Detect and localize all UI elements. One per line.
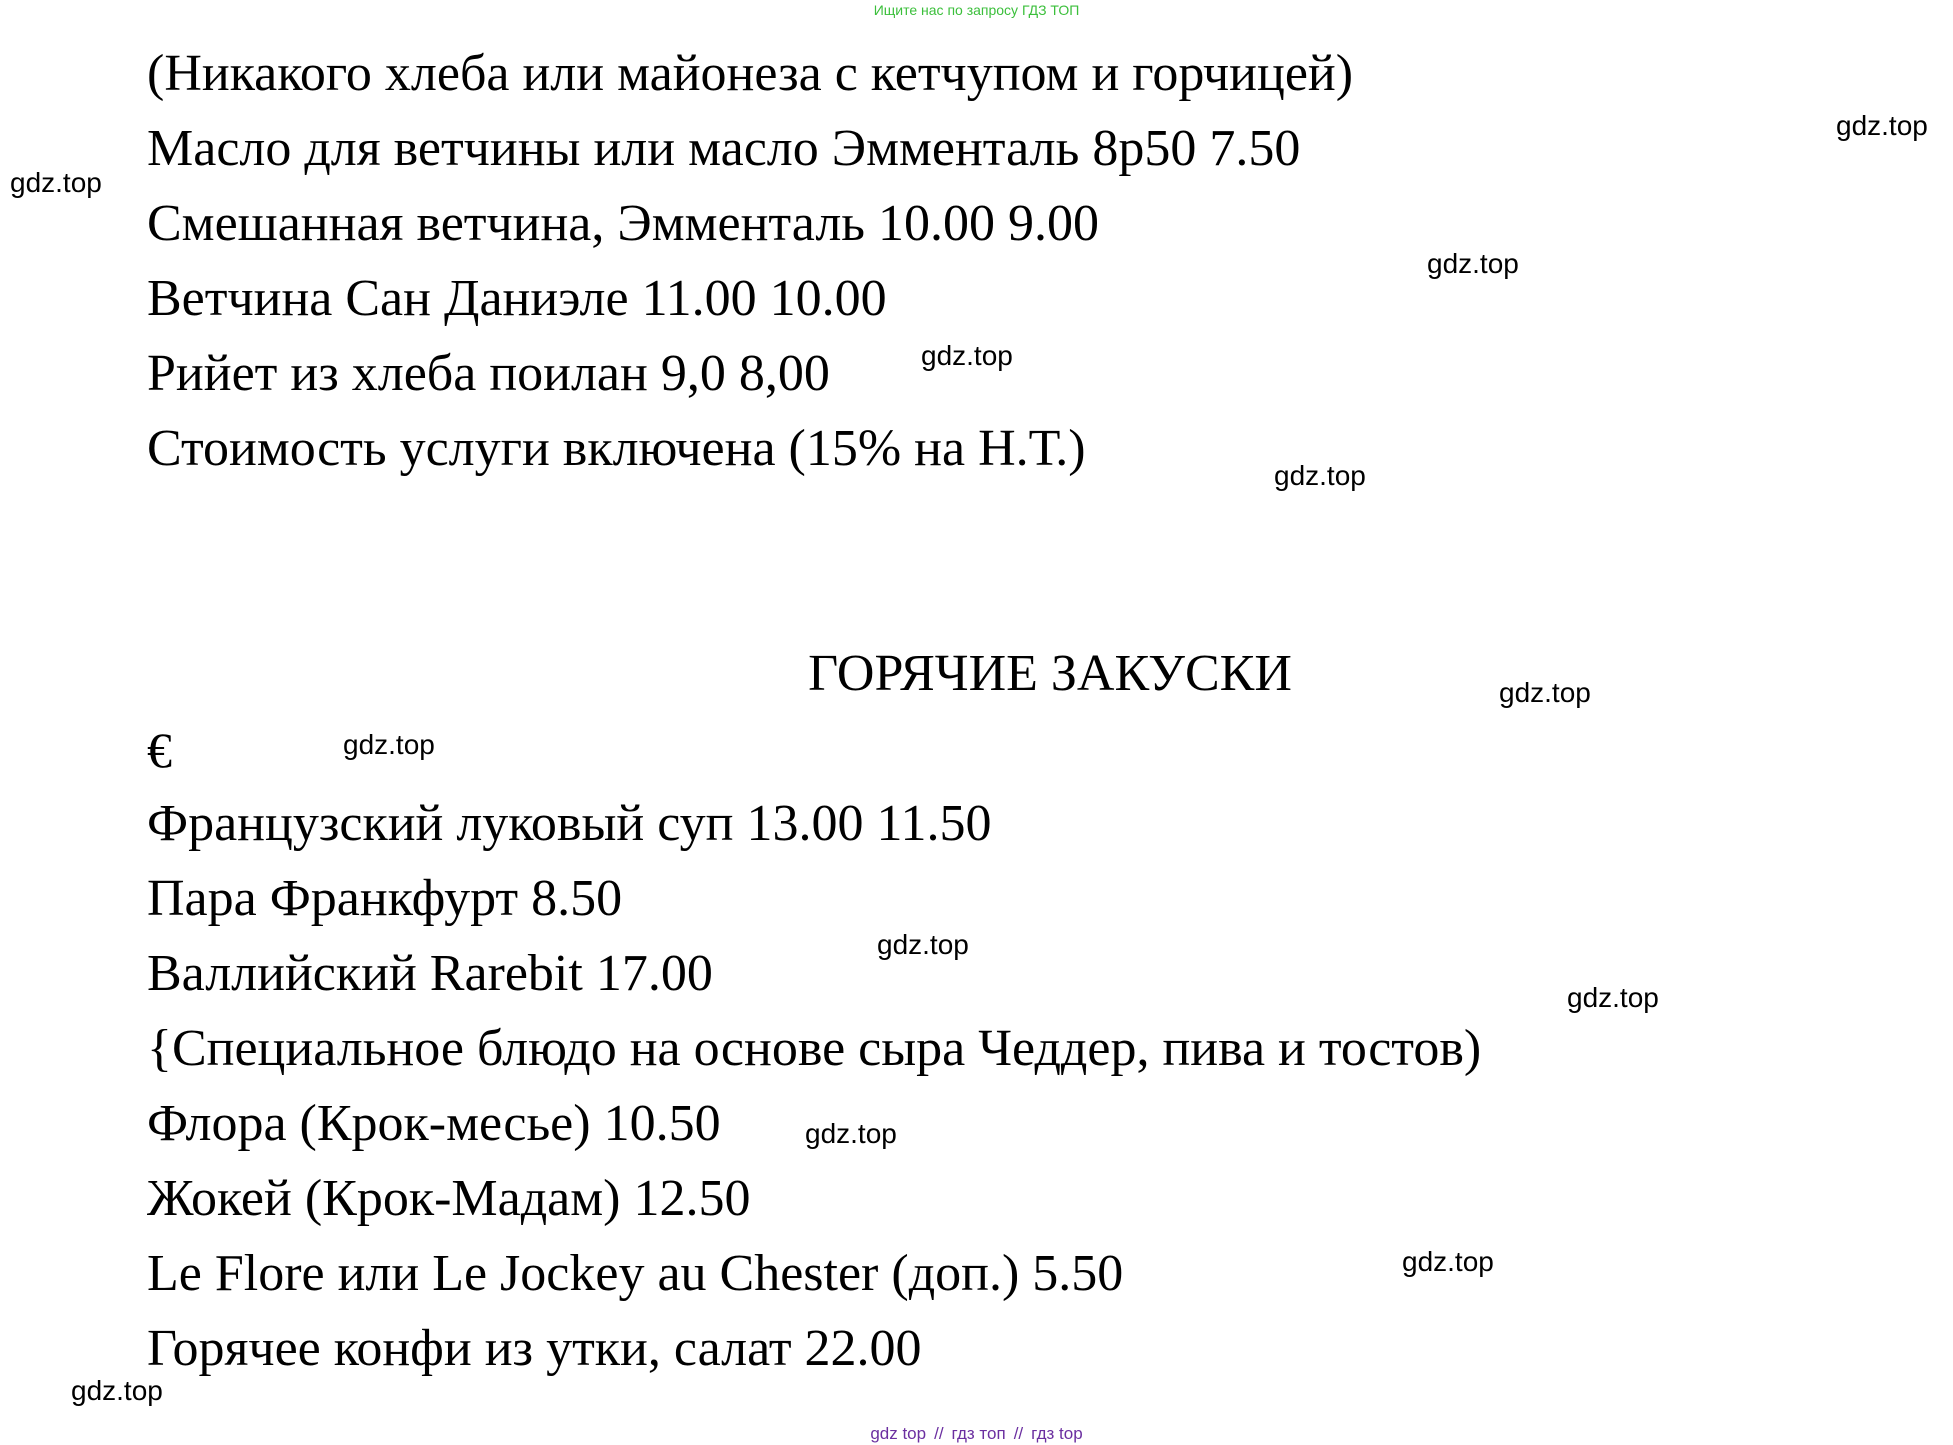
watermark: gdz.top: [71, 1375, 163, 1406]
footer-link[interactable]: гдз top: [1031, 1424, 1083, 1443]
watermark: gdz.top: [1567, 982, 1659, 1013]
watermark: gdz.top: [877, 929, 969, 960]
menu-line: Ветчина Сан Даниэле 11.00 10.00: [147, 270, 887, 327]
watermark: gdz.top: [921, 340, 1013, 371]
footer-separator: //: [934, 1424, 944, 1443]
watermark: gdz.top: [1274, 460, 1366, 491]
watermark: gdz.top: [1402, 1246, 1494, 1277]
menu-line: Le Flore или Le Jockey au Chester (доп.) 5.50: [147, 1245, 1124, 1302]
menu-line: Горячее конфи из утки, салат 22.00: [147, 1320, 922, 1377]
footer-link[interactable]: гдз топ: [951, 1424, 1006, 1443]
menu-line: Масло для ветчины или масло Эмменталь 8р50 7.50: [147, 120, 1301, 177]
section-heading: ГОРЯЧИЕ ЗАКУСКИ: [808, 645, 1292, 702]
watermark: gdz.top: [805, 1118, 897, 1149]
watermark: gdz.top: [1427, 248, 1519, 279]
menu-line: Пара Франкфурт 8.50: [147, 870, 623, 927]
footer-separator: //: [1013, 1424, 1024, 1443]
currency-symbol: €: [147, 722, 172, 778]
watermark: gdz.top: [1499, 677, 1591, 708]
menu-line: Смешанная ветчина, Эмменталь 10.00 9.00: [147, 195, 1099, 252]
watermark: gdz.top: [10, 167, 102, 198]
menu-line: Стоимость услуги включена (15% на Н.Т.): [147, 420, 1086, 477]
top-banner-link[interactable]: Ищите нас по запросу ГДЗ ТОП: [873, 2, 1080, 18]
menu-line: Французский луковый суп 13.00 11.50: [147, 795, 992, 852]
menu-line: Рийет из хлеба поилан 9,0 8,00: [147, 345, 830, 402]
menu-line: Флора (Крок-месье) 10.50: [147, 1095, 721, 1152]
menu-line: Валлийский Rarebit 17.00: [147, 945, 713, 1002]
footer-links: [0, 1424, 1953, 1444]
menu-line: Жокей (Крок-Мадам) 12.50: [147, 1170, 751, 1227]
menu-line: {Специальное блюдо на основе сыра Чеддер, пива и тостов): [147, 1020, 1482, 1077]
watermark: gdz.top: [343, 729, 435, 760]
watermark: gdz.top: [1836, 110, 1928, 141]
menu-line: (Никакого хлеба или майонеза с кетчупом и горчицей): [147, 45, 1354, 102]
footer-link[interactable]: gdz top: [870, 1424, 927, 1443]
